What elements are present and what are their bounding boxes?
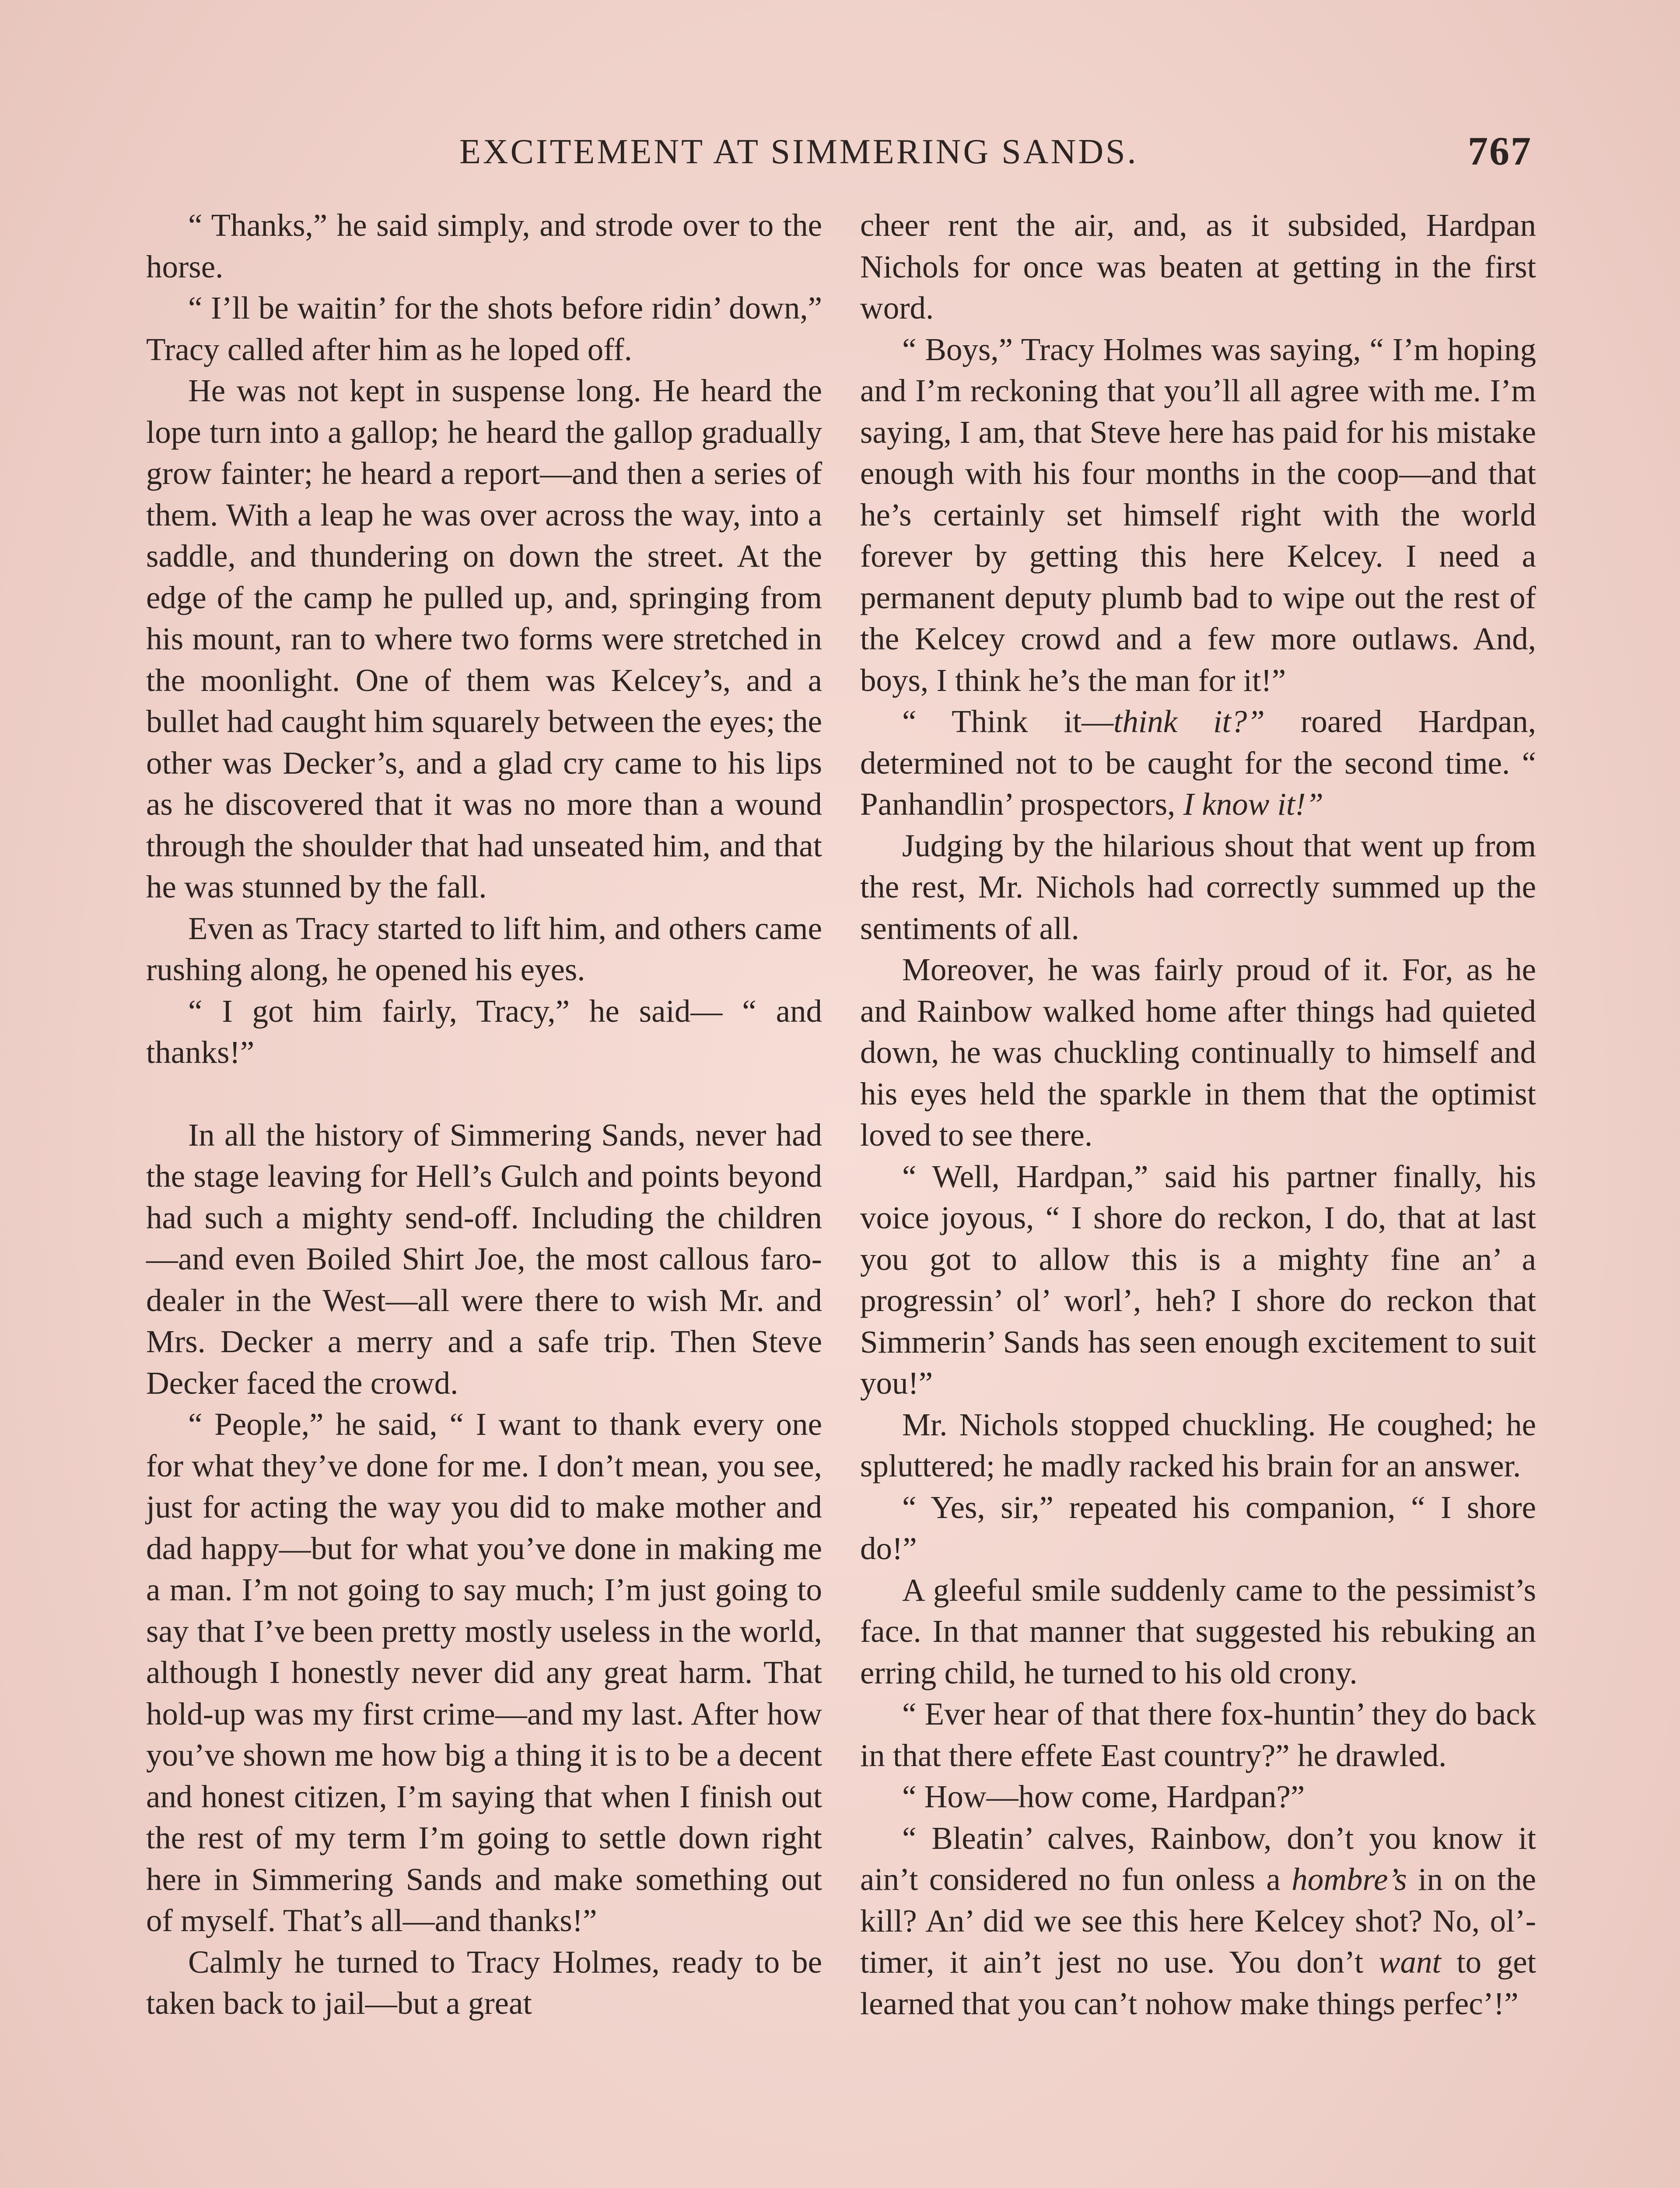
paragraph: Even as Tracy started to lift him, and others came rushing along, he opened his eyes. xyxy=(146,910,822,987)
page-number: 767 xyxy=(1468,129,1532,173)
paragraph: Judging by the hilarious shout that went up from the rest, Mr. Nichols had correctly summed up the sentiments of all. xyxy=(860,828,1536,946)
paragraph: “ Thanks,” he said simply, and strode over to the horse. xyxy=(146,207,822,284)
paragraph: Mr. Nichols stopped chuckling. He coughed; he spluttered; he madly racked his brain for an answer. xyxy=(860,1406,1536,1483)
left-column xyxy=(146,205,822,2024)
text-run: in on the kill? An’ did we see this here Kelcey shot? No, ol’-timer, it ain’t jest no use. You don’t xyxy=(860,1862,1536,1980)
paragraph: “ People,” he said, “ I want to thank every one for what they’ve done for me. I don’t mean, you see, just for acting the way you did to make mother and dad happy—but for what you’ve done in making me a man. I’m not going to say much; I’m just going to say that I’ve been pretty mostly useless in the world, although I honestly never did any great harm. That hold-up was my first crime—and my last. After how you’ve shown me how big a thing it is to be a decent and honest citizen, I’m saying that when I finish out the rest of my term I’m going to settle down right here in Simmering Sands and make something out of myself. That’s all—and thanks!” xyxy=(146,1406,822,1938)
running-title: EXCITEMENT AT SIMMERING SANDS. xyxy=(459,133,1138,171)
page-header xyxy=(0,128,1680,180)
paragraph: Moreover, he was fairly proud of it. For, as he and Rainbow walked home after things had quieted down, he was chuckling continually to himself and his eyes held the sparkle in them that the optimist loved to see there. xyxy=(860,952,1536,1153)
right-column xyxy=(860,205,1536,2024)
text-run: “ Think it— xyxy=(902,704,1114,739)
paragraph: “ How—how come, Hardpan?” xyxy=(902,1779,1305,1814)
italic-text: want xyxy=(1379,1944,1441,1980)
paragraph: A gleeful smile suddenly came to the pessimist’s face. In that manner that suggested his rebuking an erring child, he turned to his old crony. xyxy=(860,1572,1536,1690)
paragraph: Calmly he turned to Tracy Holmes, ready to be taken back to jail—but a great xyxy=(146,1944,822,2021)
paragraph: “ Boys,” Tracy Holmes was saying, “ I’m hoping and I’m reckoning that you’ll all agree with me. I’m saying, I am, that Steve here has paid for his mistake enough with his four months in the coop—and that he’s certainly set himself right with the world forever by getting this here Kelcey. I need a permanent deputy plumb bad to wipe out the rest of the Kelcey crowd and a few more outlaws. And, boys, I think he’s the man for it!” xyxy=(860,331,1536,698)
paragraph: cheer rent the air, and, as it subsided, Hardpan Nichols for once was beaten at getting in the first word. xyxy=(860,207,1536,326)
paragraph: “ Well, Hardpan,” said his partner finally, his voice joyous, “ I shore do reckon, I do, that at last you got to allow this is a mighty fine an’ a progressin’ ol’ worl’, heh? I shore do reckon that Simmerin’ Sands has seen enough excitement to suit you!” xyxy=(860,1158,1536,1401)
paragraph xyxy=(860,701,1536,825)
paragraph: He was not kept in suspense long. He heard the lope turn into a gallop; he heard the gallop gradually grow fainter; he heard a report—and then a series of them. With a leap he was over across the way, into a saddle, and thundering on down the street. At the edge of the camp he pulled up, and, springing from his mount, ran to where two forms were stretched in the moonlight. One of them was Kelcey’s, and a bullet had caught him squarely between the eyes; the other was Decker’s, and a glad cry came to his lips as he discovered that it was no more than a wound through the shoulder that had unseated him, and that he was stunned by the fall. xyxy=(146,373,822,905)
text-run: “ Bleatin’ calves, Rainbow, don’t you know it ain’t considered no fun onless a xyxy=(860,1820,1536,1897)
paragraph: “ Yes, sir,” repeated his companion, “ I shore do!” xyxy=(860,1489,1536,1566)
italic-text: I know it!” xyxy=(1183,786,1324,822)
text-run: to get learned that you can’t nohow make things perfec’!” xyxy=(860,1944,1536,2021)
text-run: roared Hardpan, determined not to be caught for the second time. “ Panhandlin’ prospectors, xyxy=(860,704,1536,822)
paragraph xyxy=(860,1818,1536,2025)
paragraph: “ Ever hear of that there fox-huntin’ they do back in that there effete East country?” he drawled. xyxy=(860,1696,1536,1773)
paragraph: “ I’ll be waitin’ for the shots before ridin’ down,” Tracy called after him as he loped off. xyxy=(146,290,822,367)
italic-text: hombre’s xyxy=(1292,1862,1407,1897)
paragraph: In all the history of Simmering Sands, never had the stage leaving for Hell’s Gulch and points beyond had such a mighty send-off. Including the children—and even Boiled Shirt Joe, the most callous faro-dealer in the West—all were there to wish Mr. and Mrs. Decker a merry and a safe trip. Then Steve Decker faced the crowd. xyxy=(146,1117,822,1401)
italic-text: think it?” xyxy=(1113,704,1265,739)
paragraph: “ I got him fairly, Tracy,” he said— “ and thanks!” xyxy=(146,993,822,1070)
